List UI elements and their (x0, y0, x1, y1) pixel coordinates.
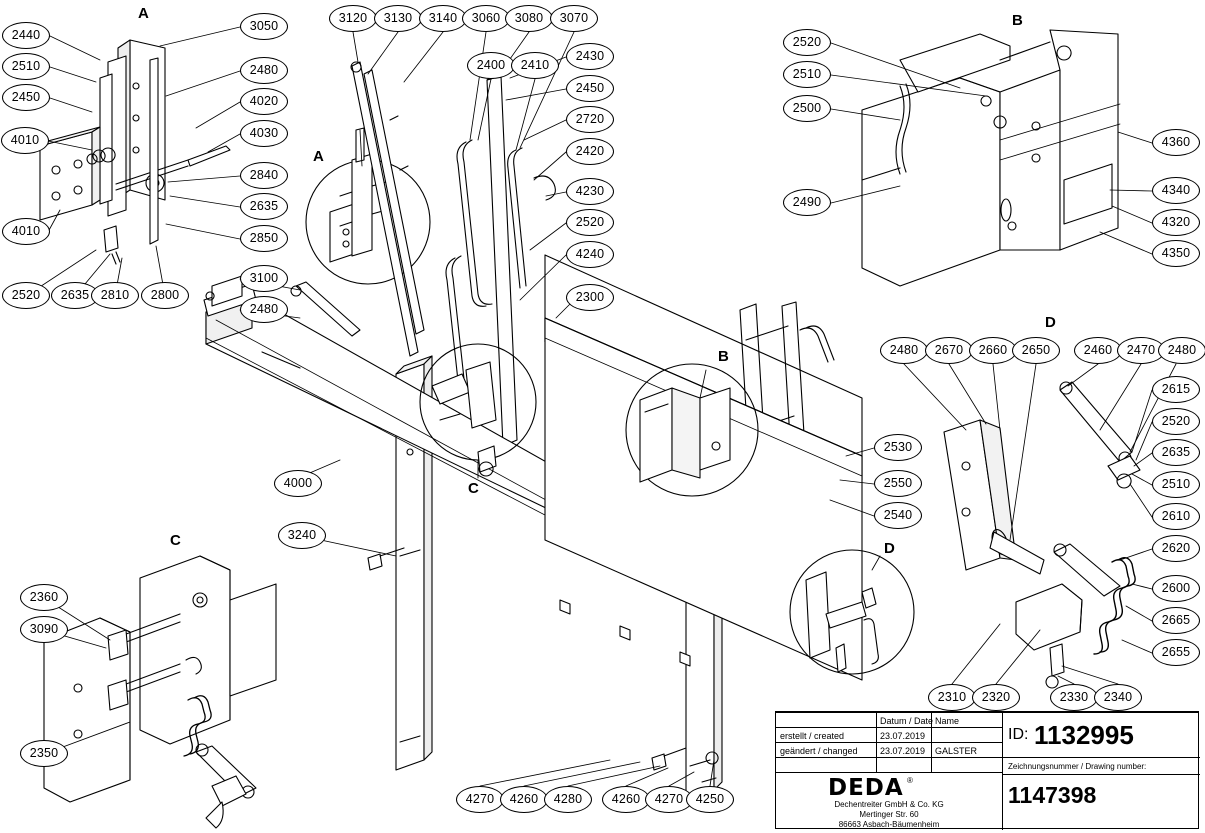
company-street: Mertinger Str. 60 (859, 810, 919, 819)
part-balloon: 4270 (456, 786, 504, 813)
part-balloon: 2440 (2, 22, 50, 49)
part-balloon: 4360 (1152, 129, 1200, 156)
drawing-number-label: Zeichnungsnummer / Drawing number: (1008, 762, 1147, 771)
part-balloon: 4240 (566, 241, 614, 268)
part-balloon: 3120 (329, 5, 377, 32)
part-balloon: 2510 (2, 53, 50, 80)
part-balloon: 4000 (274, 470, 322, 497)
part-balloon: 2615 (1152, 376, 1200, 403)
part-balloon: 2320 (972, 684, 1020, 711)
part-balloon: 3240 (278, 522, 326, 549)
part-balloon: 2720 (566, 106, 614, 133)
titleblock-changed-name: GALSTER (935, 746, 978, 756)
part-balloon: 2420 (566, 138, 614, 165)
part-balloon: 2520 (783, 29, 831, 56)
part-balloon: 3140 (419, 5, 467, 32)
part-balloon: 3090 (20, 616, 68, 643)
part-balloon: 4280 (544, 786, 592, 813)
company-logo: DEDA (828, 775, 904, 801)
part-balloon: 2635 (51, 282, 99, 309)
part-balloon: 2480 (240, 296, 288, 323)
part-balloon: 3070 (550, 5, 598, 32)
part-balloon: 4020 (240, 88, 288, 115)
part-balloon: 2400 (467, 52, 515, 79)
part-balloon: 2410 (511, 52, 559, 79)
company-city: 86663 Asbach-Bäumenheim (838, 820, 940, 829)
part-balloon: 2520 (1152, 408, 1200, 435)
detail-c-bottom-left (44, 556, 276, 828)
part-balloon: 2530 (874, 434, 922, 461)
part-balloon: 2840 (240, 162, 288, 189)
part-balloon: 2635 (240, 193, 288, 220)
part-balloon: 2310 (928, 684, 976, 711)
part-balloon: 3050 (240, 13, 288, 40)
id-value: 1132995 (1034, 720, 1134, 750)
section-letter: D (884, 540, 895, 557)
part-balloon: 2300 (566, 284, 614, 311)
part-balloon: 4260 (602, 786, 650, 813)
part-balloon: 3080 (505, 5, 553, 32)
part-balloon: 2610 (1152, 503, 1200, 530)
part-balloon: 2330 (1050, 684, 1098, 711)
company-name: Dechentreiter GmbH & Co. KG (834, 800, 944, 809)
part-balloon: 2800 (141, 282, 189, 309)
part-balloon: 2670 (925, 337, 973, 364)
part-balloon: 4320 (1152, 209, 1200, 236)
part-balloon: 4350 (1152, 240, 1200, 267)
part-balloon: 2510 (783, 61, 831, 88)
part-balloon: 2650 (1012, 337, 1060, 364)
part-balloon: 3060 (462, 5, 510, 32)
part-balloon: 2490 (783, 189, 831, 216)
part-balloon: 2810 (91, 282, 139, 309)
part-balloon: 2510 (1152, 471, 1200, 498)
part-balloon: 2430 (566, 43, 614, 70)
section-letter: B (718, 348, 729, 365)
part-balloon: 2635 (1152, 439, 1200, 466)
part-balloon: 2850 (240, 225, 288, 252)
part-balloon: 4270 (645, 786, 693, 813)
id-label: ID: (1008, 726, 1029, 743)
section-letter: A (138, 5, 149, 22)
part-balloon: 4340 (1152, 177, 1200, 204)
section-letter: C (468, 480, 479, 497)
part-balloon: 2655 (1152, 639, 1200, 666)
part-balloon: 2665 (1152, 607, 1200, 634)
part-balloon: 2540 (874, 502, 922, 529)
part-balloon: 2480 (880, 337, 928, 364)
part-balloon: 3100 (240, 265, 288, 292)
part-balloon: 2520 (566, 209, 614, 236)
part-balloon: 2480 (240, 57, 288, 84)
detail-a-top-left (40, 40, 230, 264)
part-balloon: 2450 (566, 75, 614, 102)
part-balloon: 3130 (374, 5, 422, 32)
part-balloon: 2470 (1117, 337, 1165, 364)
part-balloon: 2500 (783, 95, 831, 122)
part-balloon: 2480 (1158, 337, 1205, 364)
section-letter: A (313, 148, 324, 165)
titleblock-row-changed: geändert / changed (780, 746, 858, 756)
section-letter: D (1045, 314, 1056, 331)
part-balloon: 4010 (1, 127, 49, 154)
part-balloon: 2620 (1152, 535, 1200, 562)
titleblock-col-date: Datum / Date (880, 716, 934, 726)
title-block (775, 711, 1199, 829)
part-balloon: 4250 (686, 786, 734, 813)
part-balloon: 4260 (500, 786, 548, 813)
company-registered-mark: ® (907, 776, 913, 785)
detail-d-right (944, 382, 1140, 688)
part-balloon: 2550 (874, 470, 922, 497)
drawing-number-value: 1147398 (1008, 782, 1097, 808)
titleblock-row-created: erstellt / created (780, 731, 845, 741)
part-balloon: 4010 (2, 218, 50, 245)
part-balloon: 2340 (1094, 684, 1142, 711)
part-balloon: 2450 (2, 84, 50, 111)
part-balloon: 2350 (20, 740, 68, 767)
part-balloon: 4030 (240, 120, 288, 147)
part-balloon: 4230 (566, 178, 614, 205)
part-balloon: 2660 (969, 337, 1017, 364)
titleblock-changed-date: 23.07.2019 (880, 746, 926, 756)
section-letter: C (170, 532, 181, 549)
detail-b-top-right (862, 30, 1120, 286)
detail-a-circle (306, 128, 430, 284)
part-balloon: 2360 (20, 584, 68, 611)
part-balloon: 2460 (1074, 337, 1122, 364)
titleblock-created-date: 23.07.2019 (880, 731, 926, 741)
part-balloon: 2600 (1152, 575, 1200, 602)
part-balloon: 2520 (2, 282, 50, 309)
titleblock-col-name: Name (935, 716, 960, 726)
section-letter: B (1012, 12, 1023, 29)
